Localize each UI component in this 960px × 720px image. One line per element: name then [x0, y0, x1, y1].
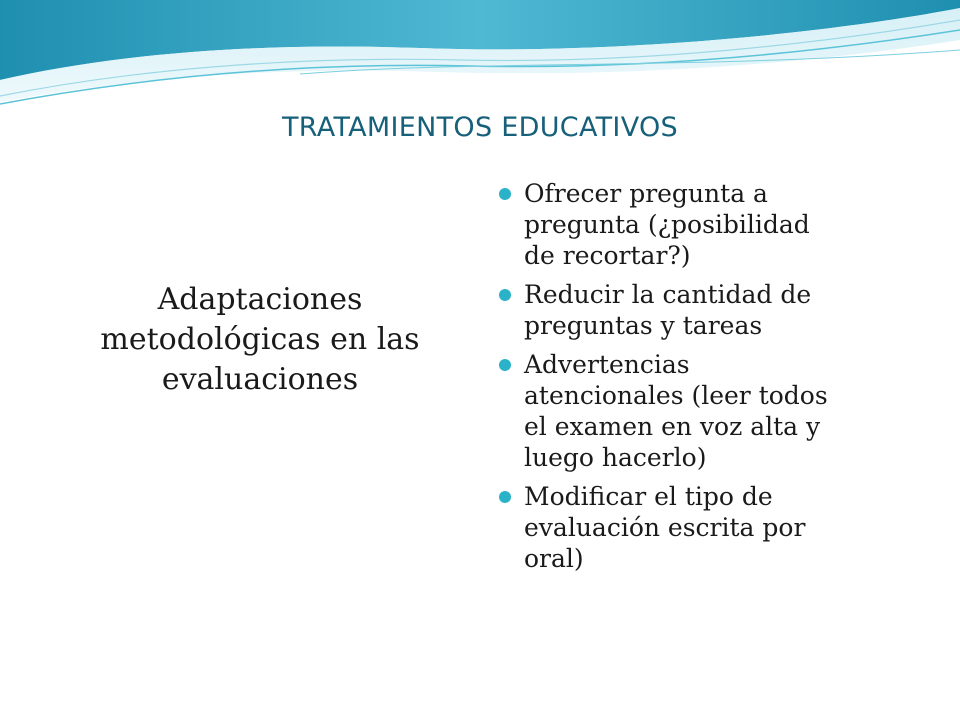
bullet-line: oral) — [524, 544, 584, 573]
bullet-line: Advertencias — [524, 350, 690, 379]
left-heading-line: evaluaciones — [161, 362, 359, 397]
bullet-item — [498, 178, 908, 271]
bullet-line: luego hacerlo) — [524, 443, 707, 472]
bullet-item — [498, 279, 908, 341]
bullet-dot-icon — [499, 188, 511, 200]
bullet-item — [498, 349, 908, 473]
bullet-line: Reducir la cantidad de — [524, 280, 812, 309]
bullet-line: pregunta (¿posibilidad — [524, 210, 810, 239]
bullet-dot-icon — [499, 359, 511, 371]
slide-title: TRATAMIENTOS EDUCATIVOS — [282, 112, 678, 143]
left-heading — [60, 280, 460, 400]
header-wave-decoration — [0, 0, 960, 110]
bullet-line: Ofrecer pregunta a — [524, 179, 768, 208]
bullet-line: el examen en voz alta y — [524, 412, 821, 441]
bullet-line: de recortar?) — [524, 241, 691, 270]
bullet-line: evaluación escrita por — [524, 513, 806, 542]
bullet-line: Modificar el tipo de — [524, 482, 773, 511]
left-heading-line: Adaptaciones — [157, 282, 363, 317]
bullet-line: preguntas y tareas — [524, 311, 763, 340]
bullet-dot-icon — [499, 289, 511, 301]
bullet-dot-icon — [499, 491, 511, 503]
bullet-list — [498, 178, 908, 582]
left-heading-line: metodológicas en las — [100, 322, 420, 357]
bullet-item — [498, 481, 908, 574]
bullet-line: atencionales (leer todos — [524, 381, 828, 410]
